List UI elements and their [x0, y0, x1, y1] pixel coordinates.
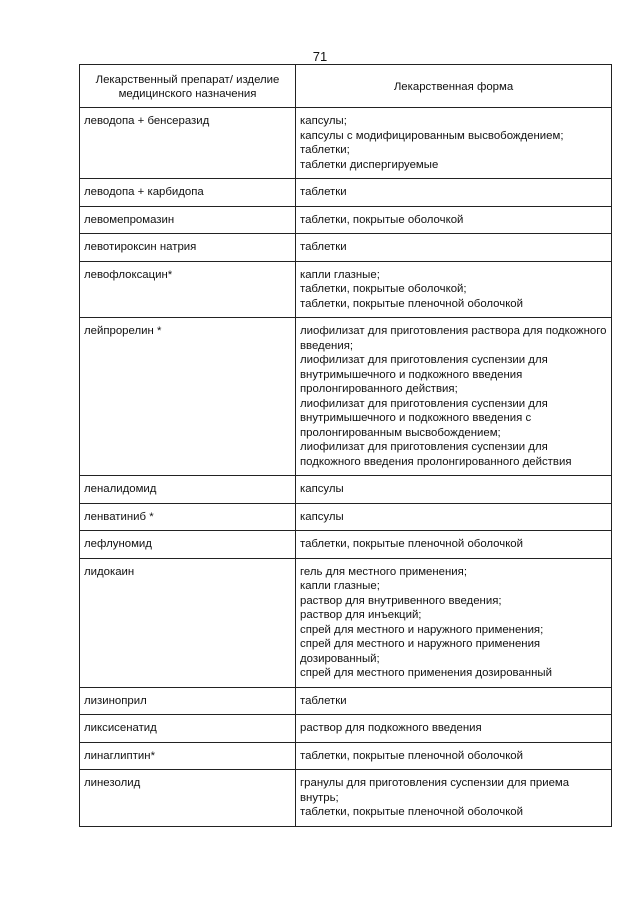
dosage-form-line: лиофилизат для приготовления суспензии для внутримышечного и подкожного введения пролонгированного действия; — [300, 354, 548, 395]
table-row — [80, 503, 612, 531]
dosage-form-line: таблетки, покрытые оболочкой; — [300, 283, 467, 295]
dosage-form-line: спрей для местного применения дозированный — [300, 667, 552, 679]
table-row — [80, 234, 612, 262]
drug-name-cell: лизиноприл — [80, 687, 296, 715]
dosage-form-line: таблетки диспергируемые — [300, 158, 439, 171]
dosage-form-line: лиофилизат для приготовления суспензии для подкожного введения пролонгированного действия — [300, 441, 572, 468]
dosage-form-cell — [296, 742, 612, 770]
drug-name-cell: линаглиптин* — [80, 742, 296, 770]
header-form: Лекарственная форма — [296, 65, 612, 108]
table-row — [80, 558, 612, 687]
table-row — [80, 206, 612, 234]
dosage-form-line: капсулы с модифицированным высвобождением; — [300, 129, 564, 142]
drug-name-cell: левомепромазин — [80, 206, 296, 234]
dosage-form-line: таблетки — [300, 241, 347, 253]
dosage-form-cell — [296, 108, 612, 179]
drug-name-cell: леналидомид — [80, 476, 296, 504]
dosage-form-line: таблетки, покрытые пленочной оболочкой — [300, 749, 524, 762]
dosage-form-line: таблетки — [300, 694, 347, 707]
dosage-form-line: таблетки, покрытые пленочной оболочкой — [300, 297, 524, 310]
drug-name-cell: лейпрорелин * — [80, 318, 296, 476]
dosage-form-line: таблетки, покрытые пленочной оболочкой — [300, 538, 524, 550]
drug-name-cell: линезолид — [80, 770, 296, 827]
dosage-form-cell — [296, 476, 612, 504]
table-header-row — [80, 65, 612, 108]
drug-name-cell: леводопа + бенсеразид — [80, 108, 296, 179]
dosage-form-cell — [296, 206, 612, 234]
dosage-form-line: таблетки, покрытые пленочной оболочкой — [300, 806, 524, 818]
dosage-form-line: капли глазные; — [300, 268, 380, 281]
drug-name-cell: левофлоксацин* — [80, 261, 296, 318]
drug-name-cell: лидокаин — [80, 558, 296, 687]
drug-name-cell: ликсисенатид — [80, 715, 296, 743]
dosage-form-line: раствор для подкожного введения — [300, 722, 482, 734]
table-row — [80, 770, 612, 827]
table-row — [80, 476, 612, 504]
dosage-form-line: капсулы — [300, 483, 344, 495]
table-row — [80, 318, 612, 476]
dosage-form-line: таблетки; — [300, 144, 350, 156]
dosage-form-line: капли глазные; — [300, 580, 380, 592]
drug-name-cell: лефлуномид — [80, 531, 296, 559]
table-row — [80, 742, 612, 770]
dosage-form-line: лиофилизат для приготовления раствора для подкожного введения; — [300, 325, 607, 352]
dosage-form-line: таблетки, покрытые оболочкой — [300, 213, 464, 226]
dosage-form-line: раствор для внутривенного введения; — [300, 594, 502, 607]
dosage-form-line: лиофилизат для приготовления суспензии для внутримышечного и подкожного введения с пролонгированным высвобождением; — [300, 397, 548, 439]
dosage-form-line: гранулы для приготовления суспензии для приема внутрь; — [300, 777, 570, 804]
dosage-form-cell — [296, 179, 612, 207]
dosage-form-cell — [296, 558, 612, 687]
dosage-form-line: гель для местного применения; — [300, 565, 467, 578]
header-drug: Лекарственный препарат/ изделие медицинского назначения — [80, 65, 296, 108]
dosage-form-cell — [296, 318, 612, 476]
dosage-form-cell — [296, 687, 612, 715]
drug-name-cell: ленватиниб * — [80, 503, 296, 531]
table-row — [80, 715, 612, 743]
dosage-form-line: капсулы — [300, 510, 344, 523]
dosage-form-line: таблетки — [300, 186, 347, 198]
drug-name-cell: леводопа + карбидопа — [80, 179, 296, 207]
drug-name-cell: левотироксин натрия — [80, 234, 296, 262]
dosage-form-cell — [296, 261, 612, 318]
table-row — [80, 261, 612, 318]
dosage-form-cell — [296, 531, 612, 559]
dosage-form-line: капсулы; — [300, 115, 347, 127]
table-body — [80, 108, 612, 827]
drug-table — [79, 64, 612, 827]
table-row — [80, 531, 612, 559]
dosage-form-line: раствор для инъекций; — [300, 609, 422, 621]
dosage-form-cell — [296, 503, 612, 531]
table-row — [80, 687, 612, 715]
dosage-form-cell — [296, 715, 612, 743]
dosage-form-line: спрей для местного и наружного применения дозированный; — [300, 638, 541, 665]
table-row — [80, 179, 612, 207]
table-row — [80, 108, 612, 179]
dosage-form-line: спрей для местного и наружного применения; — [300, 623, 544, 636]
dosage-form-cell — [296, 770, 612, 827]
page-number: 71 — [312, 49, 328, 64]
dosage-form-cell — [296, 234, 612, 262]
